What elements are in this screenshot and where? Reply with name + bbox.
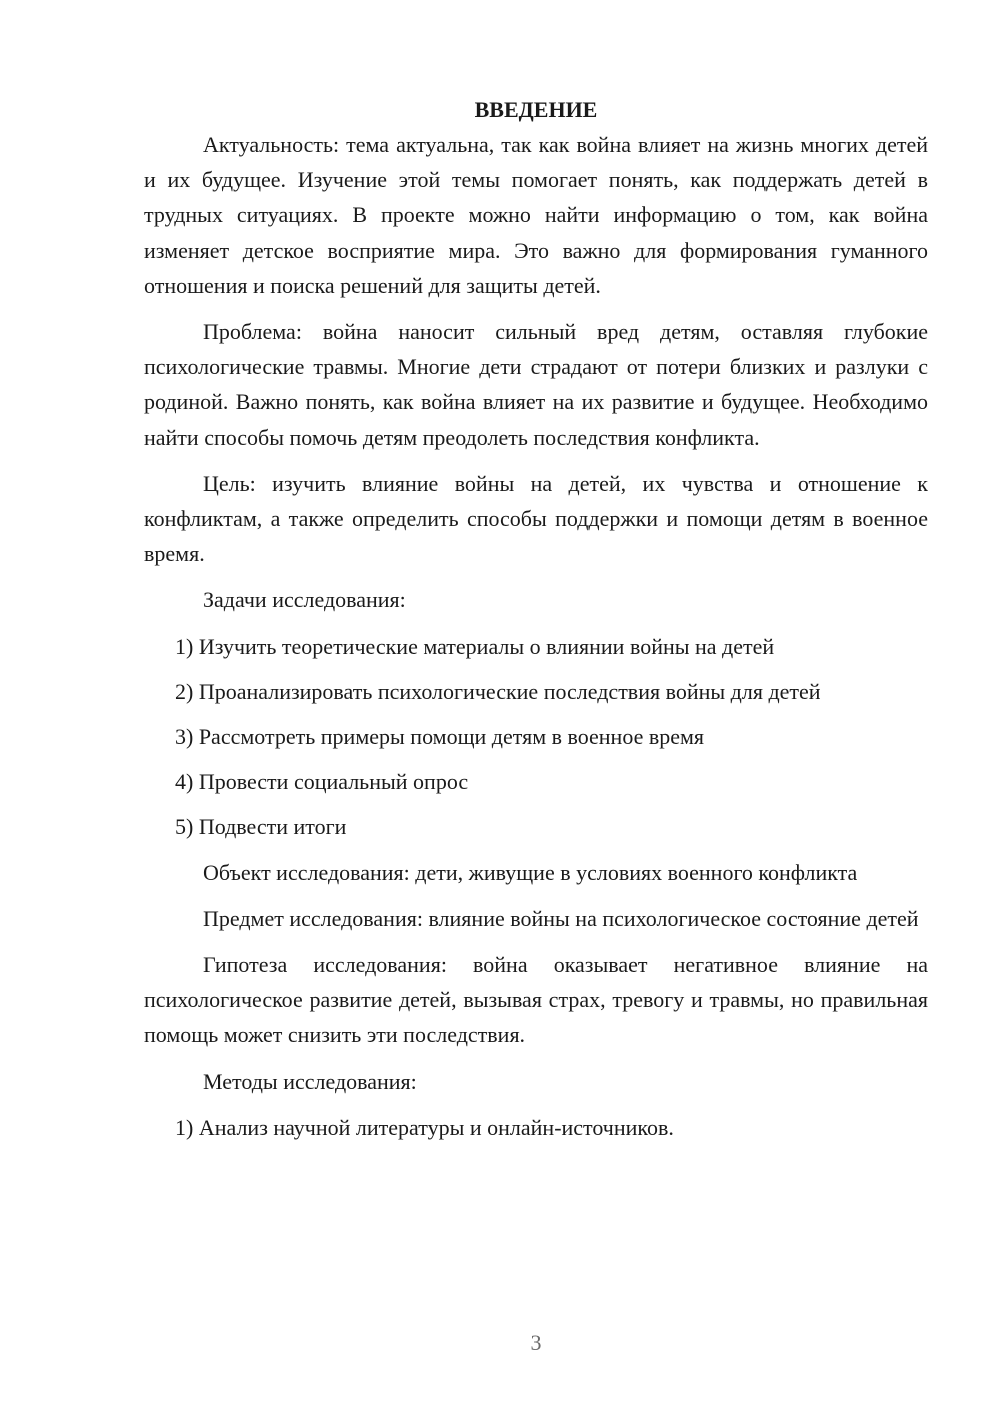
subject-paragraph: Предмет исследования: влияние войны на психологическое состояние детей: [203, 905, 919, 931]
method-item: 1) Анализ научной литературы и онлайн-источников.: [175, 1114, 674, 1140]
task-item: 1) Изучить теоретические материалы о влиянии войны на детей: [175, 633, 775, 659]
hypothesis-paragraph: Гипотеза исследования: война оказывает негативное влияние на психологическое развитие детей, вызывая страх, тревогу и травмы, но правильная помощь может снизить эти последствия.: [144, 952, 928, 1048]
goal-paragraph: Цель: изучить влияние войны на детей, их чувства и отношение к конфликтам, а также определить способы поддержки и помощи детям в военное время.: [144, 470, 928, 567]
task-item: 5) Подвести итоги: [175, 814, 347, 840]
problem-paragraph: Проблема: война наносит сильный вред детям, оставляя глубокие психологические травмы. Многие дети страдают от потери близких и разлуки с родиной. Важно понять, как война влияет на их развитие и будущее. Необходимо найти способы помочь детям преодолеть последствия конфликта.: [144, 319, 928, 450]
methods-heading: Методы исследования:: [203, 1068, 417, 1094]
tasks-heading: Задачи исследования:: [203, 587, 406, 613]
relevance-paragraph: Актуальность: тема актуальна, так как война влияет на жизнь многих детей и их будущее. Изучение этой темы помогает понять, как поддержать детей в трудных ситуациях. В проекте можно найти информацию о том, как война изменяет детское восприятие мира. Это важно для формирования гуманного отношения и поиска решений для защиты детей.: [144, 132, 928, 298]
task-item: 4) Провести социальный опрос: [175, 769, 469, 795]
task-item: 3) Рассмотреть примеры помощи детям в военное время: [175, 724, 705, 750]
document-page: [144, 92, 928, 1155]
page-title: ВВЕДЕНИЕ: [474, 97, 598, 122]
task-item: 2) Проанализировать психологические последствия войны для детей: [175, 678, 821, 704]
object-paragraph: Объект исследования: дети, живущие в условиях военного конфликта: [203, 859, 858, 885]
page-number: 3: [530, 1330, 542, 1355]
